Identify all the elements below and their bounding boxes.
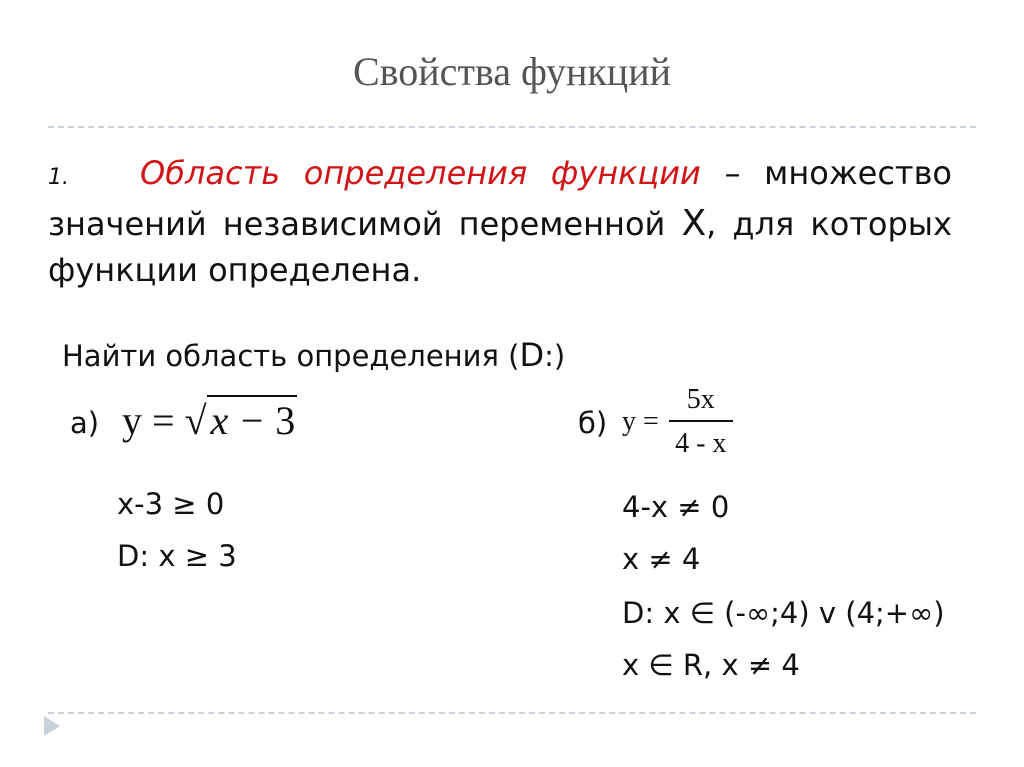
fraction — [669, 384, 733, 460]
task-heading — [62, 336, 565, 374]
radicand-rest: − — [228, 398, 276, 443]
definition-term: Область определения функции — [140, 154, 701, 192]
solution-a-line-1: x-3 ≥ 0 — [117, 487, 225, 521]
formula-a — [122, 395, 297, 444]
top-divider — [48, 126, 976, 128]
variable-x: X — [681, 203, 707, 244]
part-a-label: а) — [70, 406, 100, 440]
triangle-arrow-icon — [44, 716, 60, 736]
bottom-divider — [48, 712, 976, 714]
formula-b — [622, 384, 733, 460]
numerator: 5x — [686, 384, 715, 415]
radicand — [207, 395, 298, 444]
radicand-num: 3 — [275, 398, 296, 443]
task-prefix: Найти область определения ( — [62, 339, 520, 373]
definition-text-2: , для которых функции определена. — [48, 205, 953, 289]
solution-b-line-4: x ∈ R, x ≠ 4 — [622, 648, 800, 682]
definition-paragraph — [48, 150, 952, 293]
task-suffix: :) — [544, 339, 566, 373]
denominator: 4 - x — [675, 428, 727, 459]
task-symbol: D — [519, 336, 545, 374]
formula-b-lhs: y = — [622, 406, 659, 437]
definition-text-1: – множество значений независимой переменной — [48, 154, 953, 243]
definition-number: 1. — [48, 165, 69, 190]
slide-title: Свойства функций — [352, 49, 672, 94]
solution-b-line-1: 4-x ≠ 0 — [622, 490, 730, 524]
formula-a-lhs: y = — [122, 398, 175, 443]
radical-sign: √ — [184, 398, 207, 443]
solution-b-line-3: D: x ∈ (-∞;4) v (4;+∞) — [622, 596, 945, 630]
solution-b-line-2: x ≠ 4 — [622, 542, 701, 576]
solution-a-line-2: D: x ≥ 3 — [117, 539, 237, 573]
part-b-label: б) — [578, 406, 608, 440]
radicand-var: x — [210, 398, 229, 443]
